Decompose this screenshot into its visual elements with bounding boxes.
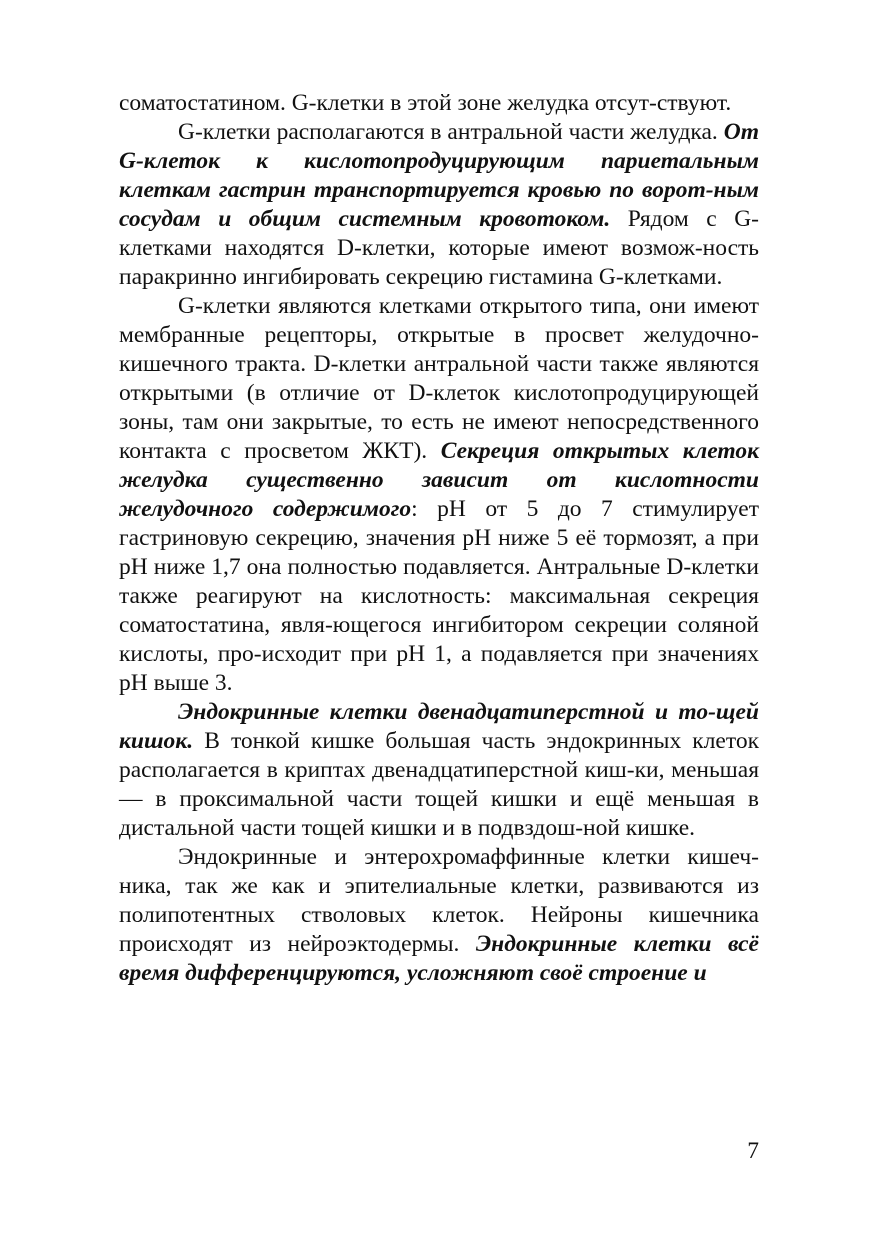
paragraph-4-heading: Эндокринные клетки двенадцатиперстной и то-щей кишок. [119,699,759,754]
paragraph-1 [119,89,759,118]
paragraph-5-emphasis: Эндокринные клетки всё время дифференцируются, усложняют своё строение и [119,931,759,986]
page-number: 7 [747,1138,759,1164]
paragraph-2 [119,118,759,292]
paragraph-2-text-1: G-клетки располагаются в антральной части желудка. [178,119,724,145]
paragraph-3-emphasis: Секреция открытых клеток желудка существенно зависит от кислотности желудочного содержимого [119,438,759,522]
paragraph-1-text-1: соматостатином. G-клетки в этой зоне желудка отсут-ствуют. [119,90,732,116]
page-body [119,89,759,988]
paragraph-3 [119,292,759,698]
paragraph-2-emphasis: От G-клеток к кислотопродуцирующим париетальным клеткам гастрин транспортируется кровью по ворот-ным сосудам и общим системным кровотоком. [119,119,759,232]
paragraph-5 [119,843,759,988]
paragraph-3-text-1: G-клетки являются клетками открытого типа, они имеют мембранные рецепторы, открытые в просвет желудочно-кишечного тракта. D-клетки антральной части также являются открытыми (в отличие от D-клеток кислотопродуцирующей зоны, там они закрытые, то есть не имеют непосредственного контакта с просветом ЖКТ). [119,293,759,464]
paragraph-3-text-2: : pH от 5 до 7 стимулирует гастриновую секрецию, значения pH ниже 5 её тормозят, а при pH ниже 1,7 она полностью подавляется. Антральные D-клетки также реагируют на кислотность: максимальная секреция соматостатина, явля-ющегося ингибитором секреции соляной кислоты, про-исходит при pH 1, а подавляется при значениях pH выше 3. [119,496,760,696]
paragraph-5-text: Эндокринные и энтерохромаффинные клетки кишеч-ника, так же как и эпителиальные клетки, развиваются из полипотентных стволовых клеток. Нейроны кишечника происходят из нейроэктодермы. [119,844,759,957]
paragraph-4-text: В тонкой кишке большая часть эндокринных клеток располагается в криптах двенадцатиперстной киш-ки, меньшая — в проксимальной части тощей кишки и ещё меньшая в дистальной части тощей кишки и в подвздош-ной кишке. [119,728,759,841]
paragraph-2-text-2: Рядом с G-клетками находятся D-клетки, которые имеют возмож-ность паракринно ингибировать секрецию гистамина G-клетками. [119,206,760,290]
paragraph-4 [119,698,759,843]
